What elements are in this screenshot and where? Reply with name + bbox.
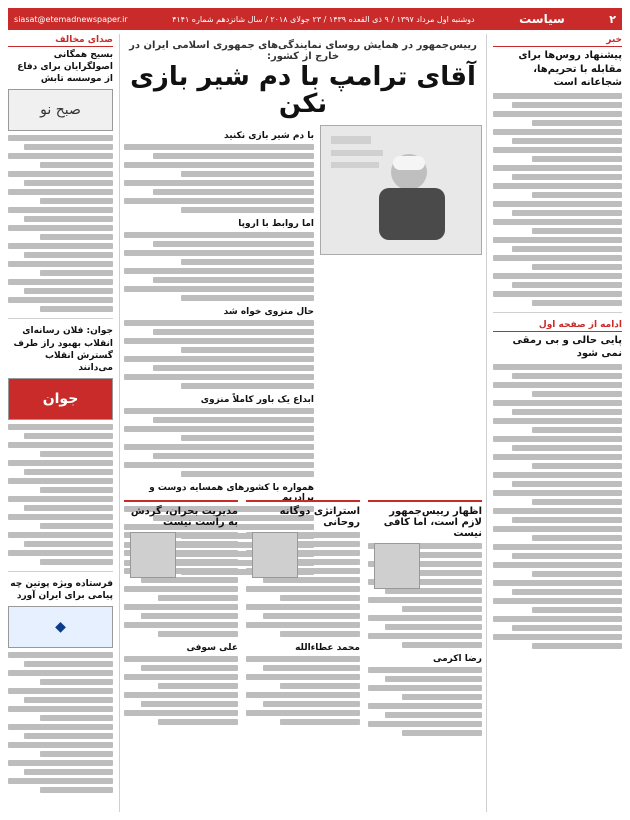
right-section-label-2: ادامه از صفحه اول [493,319,622,332]
author-photo-icon [374,543,420,589]
left-body-3 [8,652,113,793]
left-headline-2: جوان: فلان رسانه‌ای انقلاب بهبود راز طرف گسترش انقلاب می‌دانند [13,326,113,373]
left-headline-3: فرستاده ویژه پوتین چه پیامی برای ایران آورد [10,578,113,602]
section-title: سیاست [519,12,565,26]
opinion-2-author: محمد عطاء‌الله [295,643,360,653]
right-body-1 [493,93,622,306]
right-section-label-1: خبر [493,34,622,47]
subhead-4: ابداع یک باور کاملاً منزوی [200,394,314,405]
author-photo-icon [130,532,176,578]
page-number: ۲ [609,12,616,26]
subhead-2: اما روابط با اروپا [238,218,314,229]
main-photo-illustration [321,126,481,254]
sobh-no-logo [8,89,113,131]
main-photo [320,125,482,255]
left-headline-1: بسیج همگانی اصولگرایان برای دفاع از موسسه تابش [17,50,113,85]
right-headline-2: پایی حالی و بی رمقی نمی شود [512,334,622,359]
main-area [124,34,482,812]
sobh-no-logo-text: صبح نو [40,102,81,119]
javan-logo [8,378,113,420]
opinion-3 [124,500,238,812]
author-photo-icon [252,532,298,578]
opinion-2 [246,500,360,812]
opinion-row [124,500,482,812]
subhead-3: حال منزوی خواه شد [223,306,314,317]
opinion-1-title: اظهار رییس‌جمهور لازم است، اما کافی نیست [383,506,482,539]
left-section-label: صدای مخالف [8,34,113,47]
opinion-3-title: مدیریت بحران، گردش به راست نیست [130,506,238,528]
subhead-1: با دم شیر بازی نکنید [224,130,314,141]
left-body-2 [8,424,113,565]
main-headline: آقای ترامپ با دم شیر بازی نکن [130,62,476,120]
opinion-3-author: علی سوفی [186,643,238,653]
right-headline-1: پیشنهاد روس‌ها برای مقابله با تحریم‌ها، شجاعانه است [518,50,622,88]
main-top-section [124,125,482,503]
javan-logo-text: جوان [42,390,79,407]
right-column [486,34,622,812]
opinion-1 [368,500,482,812]
site-email: siasat@etemadnewspaper.ir [14,14,128,24]
left-body-1 [8,135,113,312]
left-column [8,34,120,812]
opinion-2-title: استراتژی دوگانه روحانی [279,506,360,528]
date-line: دوشنبه اول مرداد ۱۳۹۷ / ۹ ذی القعده ۱۴۳۹ / ۲۳ جولای ۲۰۱۸ / سال شانزدهم شماره ۴۱۴۱ [172,14,475,24]
main-kicker: رییس‌جمهور در همایش روسای نمایندگی‌های جمهوری اسلامی ایران در خارج از کشور: [129,40,477,62]
right-body-2 [493,364,622,649]
main-article [124,125,314,503]
opinion-1-author: رضا اکرمی [433,654,482,664]
left-emblem: ◆ [8,606,113,648]
subhead-5: همواره با کشورهای همسایه دوست و برادریم [149,482,314,503]
page-header [8,8,622,30]
